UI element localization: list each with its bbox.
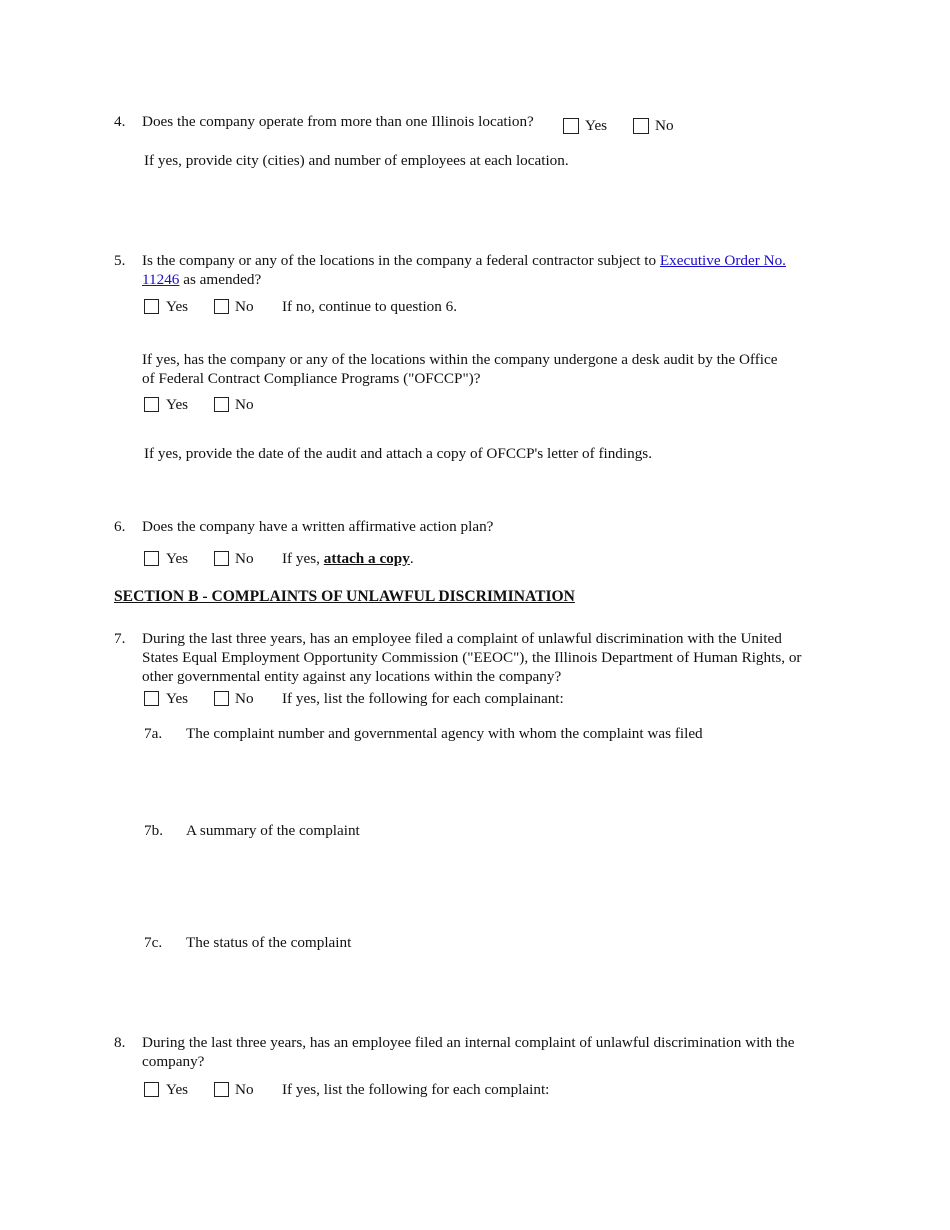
q5-sub-no-checkbox[interactable] [214, 397, 229, 412]
q8-yes-label: Yes [166, 1081, 189, 1098]
q5-yes-label: Yes [166, 298, 189, 315]
q8-number: 8. [114, 1034, 126, 1051]
q6-if-yes-prefix: If yes, [282, 550, 324, 567]
q6-text: Does the company have a written affirmative action plan? [142, 518, 494, 535]
q5-text-line2 [142, 270, 261, 289]
q4-no-label: No [655, 117, 674, 134]
q7a-label: 7a. [144, 725, 163, 742]
q4-followup: If yes, provide city (cities) and number of employees at each location. [144, 152, 569, 169]
q8-yes-checkbox[interactable] [144, 1082, 159, 1097]
q6-attach-copy: attach a copy [323, 550, 410, 567]
q8-line2: company? [142, 1053, 205, 1070]
executive-order-link-part1[interactable]: Executive Order No. [659, 252, 786, 269]
q5-no-label: No [235, 298, 254, 315]
q7b-text: A summary of the complaint [186, 822, 360, 839]
q5-yes-checkbox[interactable] [144, 299, 159, 314]
q4-text: Does the company operate from more than one Illinois location? [142, 113, 534, 130]
q6-yes-checkbox[interactable] [144, 551, 159, 566]
q8-no-label: No [235, 1081, 254, 1098]
q5-sub-no-label: No [235, 396, 254, 413]
q7-yes-label: Yes [166, 690, 189, 707]
q5-text-before: Is the company or any of the locations in the company a federal contractor subject to [142, 252, 660, 269]
q5-text-after: as amended? [179, 271, 262, 288]
q6-if-yes-text [282, 549, 414, 568]
q4-number: 4. [114, 113, 126, 130]
q7c-label: 7c. [144, 934, 163, 951]
q5-number: 5. [114, 252, 126, 269]
q5-sub-line1: If yes, has the company or any of the locations within the company undergone a desk audit by the Office [142, 351, 778, 368]
q5-no-checkbox[interactable] [214, 299, 229, 314]
q5-text-line1 [142, 251, 786, 270]
q7-yes-checkbox[interactable] [144, 691, 159, 706]
q4-yes-label: Yes [585, 117, 608, 134]
q4-no-checkbox[interactable] [633, 118, 649, 134]
q7-number: 7. [114, 630, 126, 647]
q7-line1: During the last three years, has an employee filed a complaint of unlawful discrimination with the United [142, 630, 782, 647]
q8-if-yes-text: If yes, list the following for each complaint: [282, 1081, 550, 1098]
q6-number: 6. [114, 518, 126, 535]
q7-no-checkbox[interactable] [214, 691, 229, 706]
q5-sub-yes-checkbox[interactable] [144, 397, 159, 412]
q7-line2: States Equal Employment Opportunity Commission ("EEOC"), the Illinois Department of Human Rights, or [142, 649, 802, 666]
q7c-text: The status of the complaint [186, 934, 352, 951]
q7-if-yes-text: If yes, list the following for each complainant: [282, 690, 564, 707]
q7-line3: other governmental entity against any locations within the company? [142, 668, 562, 685]
q6-no-checkbox[interactable] [214, 551, 229, 566]
executive-order-link-part2[interactable]: 11246 [142, 271, 180, 288]
q8-line1: During the last three years, has an employee filed an internal complaint of unlawful discrimination with the [142, 1034, 795, 1051]
q5-sub-yes-label: Yes [166, 396, 189, 413]
q7a-text: The complaint number and governmental agency with whom the complaint was filed [186, 725, 703, 742]
q6-if-yes-suffix: . [409, 550, 414, 567]
q8-no-checkbox[interactable] [214, 1082, 229, 1097]
q5-sub-line2: of Federal Contract Compliance Programs ("OFCCP")? [142, 370, 481, 387]
q5-if-no-text: If no, continue to question 6. [282, 298, 458, 315]
q7b-label: 7b. [144, 822, 163, 839]
q7-no-label: No [235, 690, 254, 707]
section-b-title: SECTION B - COMPLAINTS OF UNLAWFUL DISCRIMINATION [114, 588, 575, 605]
q4-yes-checkbox[interactable] [563, 118, 579, 134]
q6-yes-label: Yes [166, 550, 189, 567]
q6-no-label: No [235, 550, 254, 567]
q5-followup: If yes, provide the date of the audit and attach a copy of OFCCP's letter of findings. [144, 445, 653, 462]
